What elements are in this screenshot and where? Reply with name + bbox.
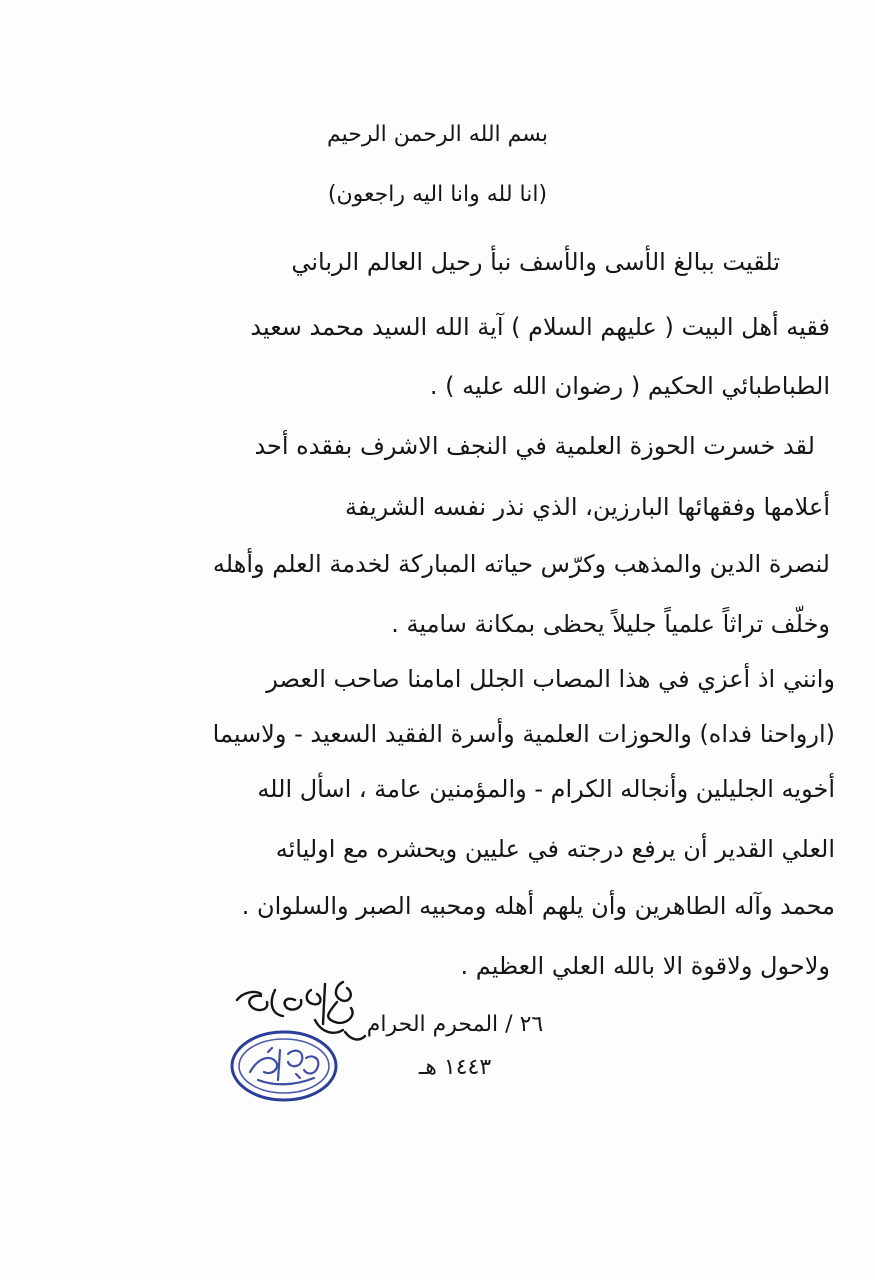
letter-line: لنصرة الدين والمذهب وكرّس حياته المباركة لخدمة العلم وأهله [212, 550, 830, 578]
hijri-date: ٢٦ / المحرم الحرام [366, 1012, 544, 1037]
basmala-heading: بسم الله الرحمن الرحيم [326, 122, 549, 147]
letter-line: تلقيت ببالغ الأسى والأسف نبأ رحيل العالم الرباني [291, 248, 780, 276]
letter-line: أعلامها وفقهائها البارزين، الذي نذر نفسه الشريفة [344, 493, 830, 521]
letter-line: العلي القدير أن يرفع درجته في عليين ويحشره مع اوليائه [275, 835, 835, 863]
letter-line: وخلّف تراثاً علمياً جليلاً يحظى بمكانة سامية . [391, 610, 830, 638]
letter-line: محمد وآله الطاهرين وأن يلهم أهله ومحبيه الصبر والسلوان . [241, 892, 835, 920]
letter-line: وانني اذ أعزي في هذا المصاب الجلل امامنا صاحب العصر [266, 665, 835, 693]
letter-line: أخويه الجليلين وأنجاله الكرام - والمؤمنين عامة ، اسأل الله [257, 775, 835, 803]
letter-line: فقيه أهل البيت ( عليهم السلام ) آية الله السيد محمد سعيد [250, 313, 830, 341]
seal-stamp-icon [228, 1028, 340, 1104]
letter-line: (ارواحنا فداه) والحوزات العلمية وأسرة الفقيد السعيد - ولاسيما [212, 720, 835, 748]
letter-line: لقد خسرت الحوزة العلمية في النجف الاشرف بفقده أحد [254, 432, 815, 460]
closing-line: ولاحول ولاقوة الا بالله العلي العظيم . [460, 952, 830, 980]
hijri-year: ١٤٤٣ هـ [418, 1055, 492, 1080]
istirja-heading: (انا لله وانا اليه راجعون) [327, 182, 548, 207]
letter-line: الطباطبائي الحكيم ( رضوان الله عليه ) . [429, 372, 830, 400]
